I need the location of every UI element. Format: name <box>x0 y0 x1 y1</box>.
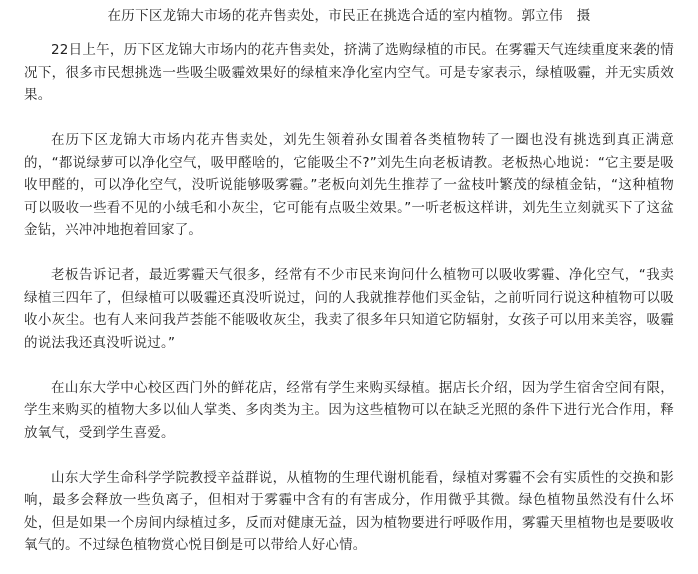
article-paragraph-2: 在历下区龙锦大市场内花卉售卖处，刘先生领着孙女围着各类植物转了一圈也没有挑选到真正满意的，“都说绿萝可以净化空气，吸甲醛啥的，它能吸尘不?”刘先生向老板请教。老板热心地说：“它主要是吸收甲醛的，可以净化空气，没听说能够吸雾霾。”老板向刘先生推荐了一盆枝叶繁茂的绿植金钻，“这种植物可以吸收一些看不见的小绒毛和小灰尘，它可能有点吸尘效果。”一听老板这样讲，刘先生立刻就买下了这盆金钻，兴冲冲地抱着回家了。 <box>24 132 674 238</box>
article-paragraph-4: 在山东大学中心校区西门外的鲜花店，经常有学生来购买绿植。据店长介绍，因为学生宿舍空间有限，学生来购买的植物大多以仙人掌类、多肉类为主。因为这些植物可以在缺乏光照的条件下进行光合作用，释放氧气，受到学生喜爱。 <box>24 379 674 441</box>
article-paragraph-1: 22日上午，历下区龙锦大市场内的花卉售卖处，挤满了选购绿植的市民。在雾霾天气连续重度来袭的情况下，很多市民想挑选一些吸尘吸霾效果好的绿植来净化室内空气。可是专家表示，绿植吸霾，并无实质效果。 <box>24 42 674 103</box>
photo-caption: 在历下区龙锦大市场的花卉售卖处，市民正在挑选合适的室内植物。郭立伟 摄 <box>107 8 591 24</box>
article-paragraph-3: 老板告诉记者，最近雾霾天气很多，经常有不少市民来询问什么植物可以吸收雾霾、净化空气，“我卖绿植三四年了，但绿植可以吸霾还真没听说过，问的人我就推荐他们买金钻，之前听同行说这种植物可以吸收小灰尘。也有人来问我芦荟能不能吸收灰尘，我卖了很多年只知道它防辐射，女孩子可以用来美容，吸霾的说法我还真没听说过。” <box>24 267 674 351</box>
article-paragraph-5: 山东大学生命科学学院教授辛益群说，从植物的生理代谢机能看，绿植对雾霾不会有实质性的交换和影响，最多会释放一些负离子，但相对于雾霾中含有的有害成分，作用微乎其微。绿色植物虽然没有什么坏处，但是如果一个房间内绿植过多，反而对健康无益，因为植物要进行呼吸作用，雾霾天里植物也是要吸收氧气的。不过绿色植物赏心悦目倒是可以带给人好心情。 <box>24 469 674 553</box>
